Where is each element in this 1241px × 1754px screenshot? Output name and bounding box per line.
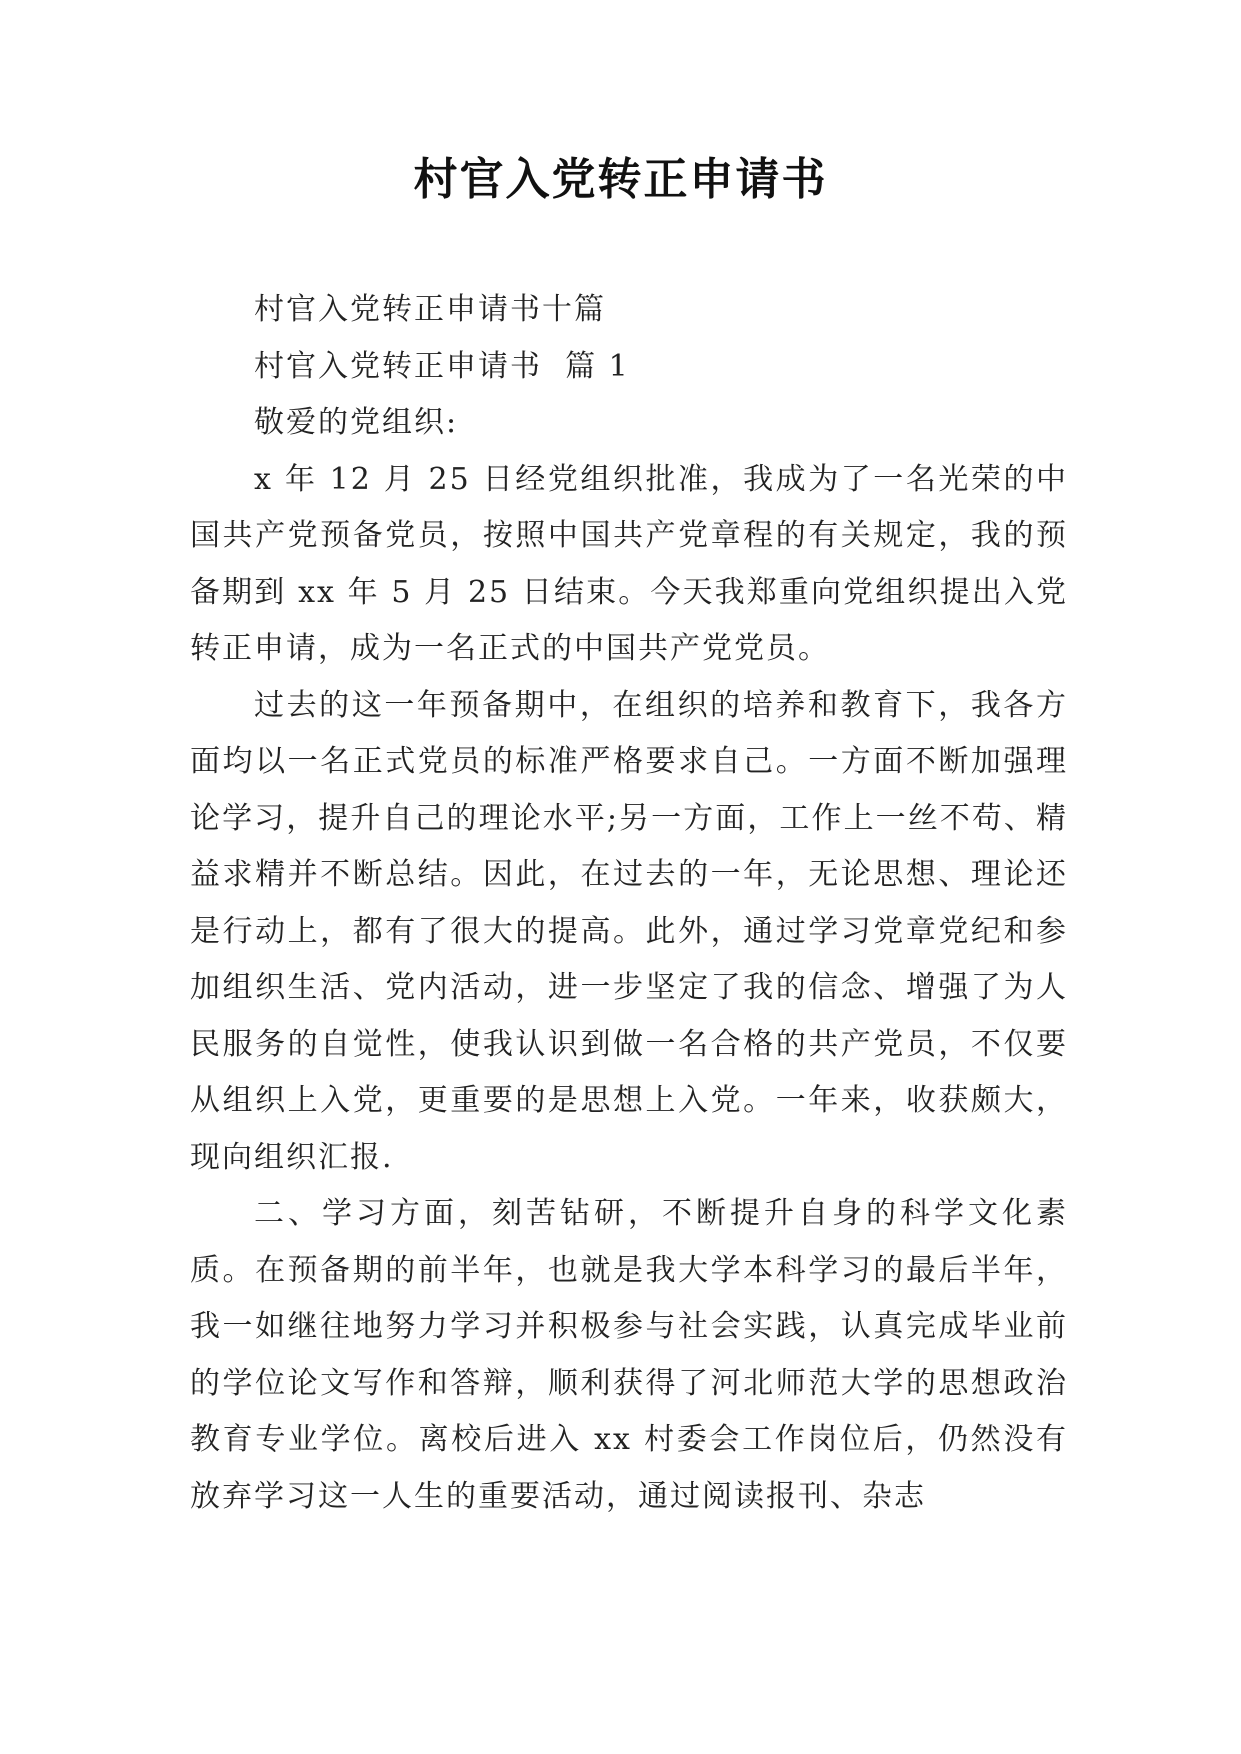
salutation: 敬爱的党组织: <box>254 405 459 440</box>
paragraph-2: 过去的这一年预备期中，在组织的培养和教育下，我各方面均以一名正式党员的标准严格要求自己。一方面不断加强理论学习，提升自己的理论水平;另一方面，工作上一丝不苟、精益求精并不断总结。因此，在过去的一年，无论思想、理论还是行动上，都有了很大的提高。此外，通过学习党章党纪和参加组织生活、党内活动，进一步坚定了我的信念、增强了为人民服务的自觉性，使我认识到做一名合格的共产党员，不仅要从组织上入党，更重要的是思想上入党。一年来，收获颇大，现向组织汇报. <box>190 687 1068 1175</box>
document-body <box>190 282 1068 1525</box>
document-title: 村官入党转正申请书 <box>413 154 828 205</box>
paragraph-1: x 年 12 月 25 日经党组织批准，我成为了一名光荣的中国共产党预备党员，按照中国共产党章程的有关规定，我的预备期到 xx 年 5 月 25 日结束。今天我郑重向党组织提出入党转正申请，成为一名正式的中国共产党党员。 <box>190 461 1068 666</box>
subtitle-line: 村官入党转正申请书十篇 <box>254 292 606 327</box>
paragraph-3: 二、学习方面，刻苦钻研，不断提升自身的科学文化素质。在预备期的前半年，也就是我大学本科学习的最后半年，我一如继往地努力学习并积极参与社会实践，认真完成毕业前的学位论文写作和答辩，顺利获得了河北师范大学的思想政治教育专业学位。离校后进入 xx 村委会工作岗位后，仍然没有放弃学习这一人生的重要活动，通过阅读报刊、杂志 <box>190 1196 1068 1514</box>
section-heading: 村官入党转正申请书 篇 1 <box>254 348 630 384</box>
